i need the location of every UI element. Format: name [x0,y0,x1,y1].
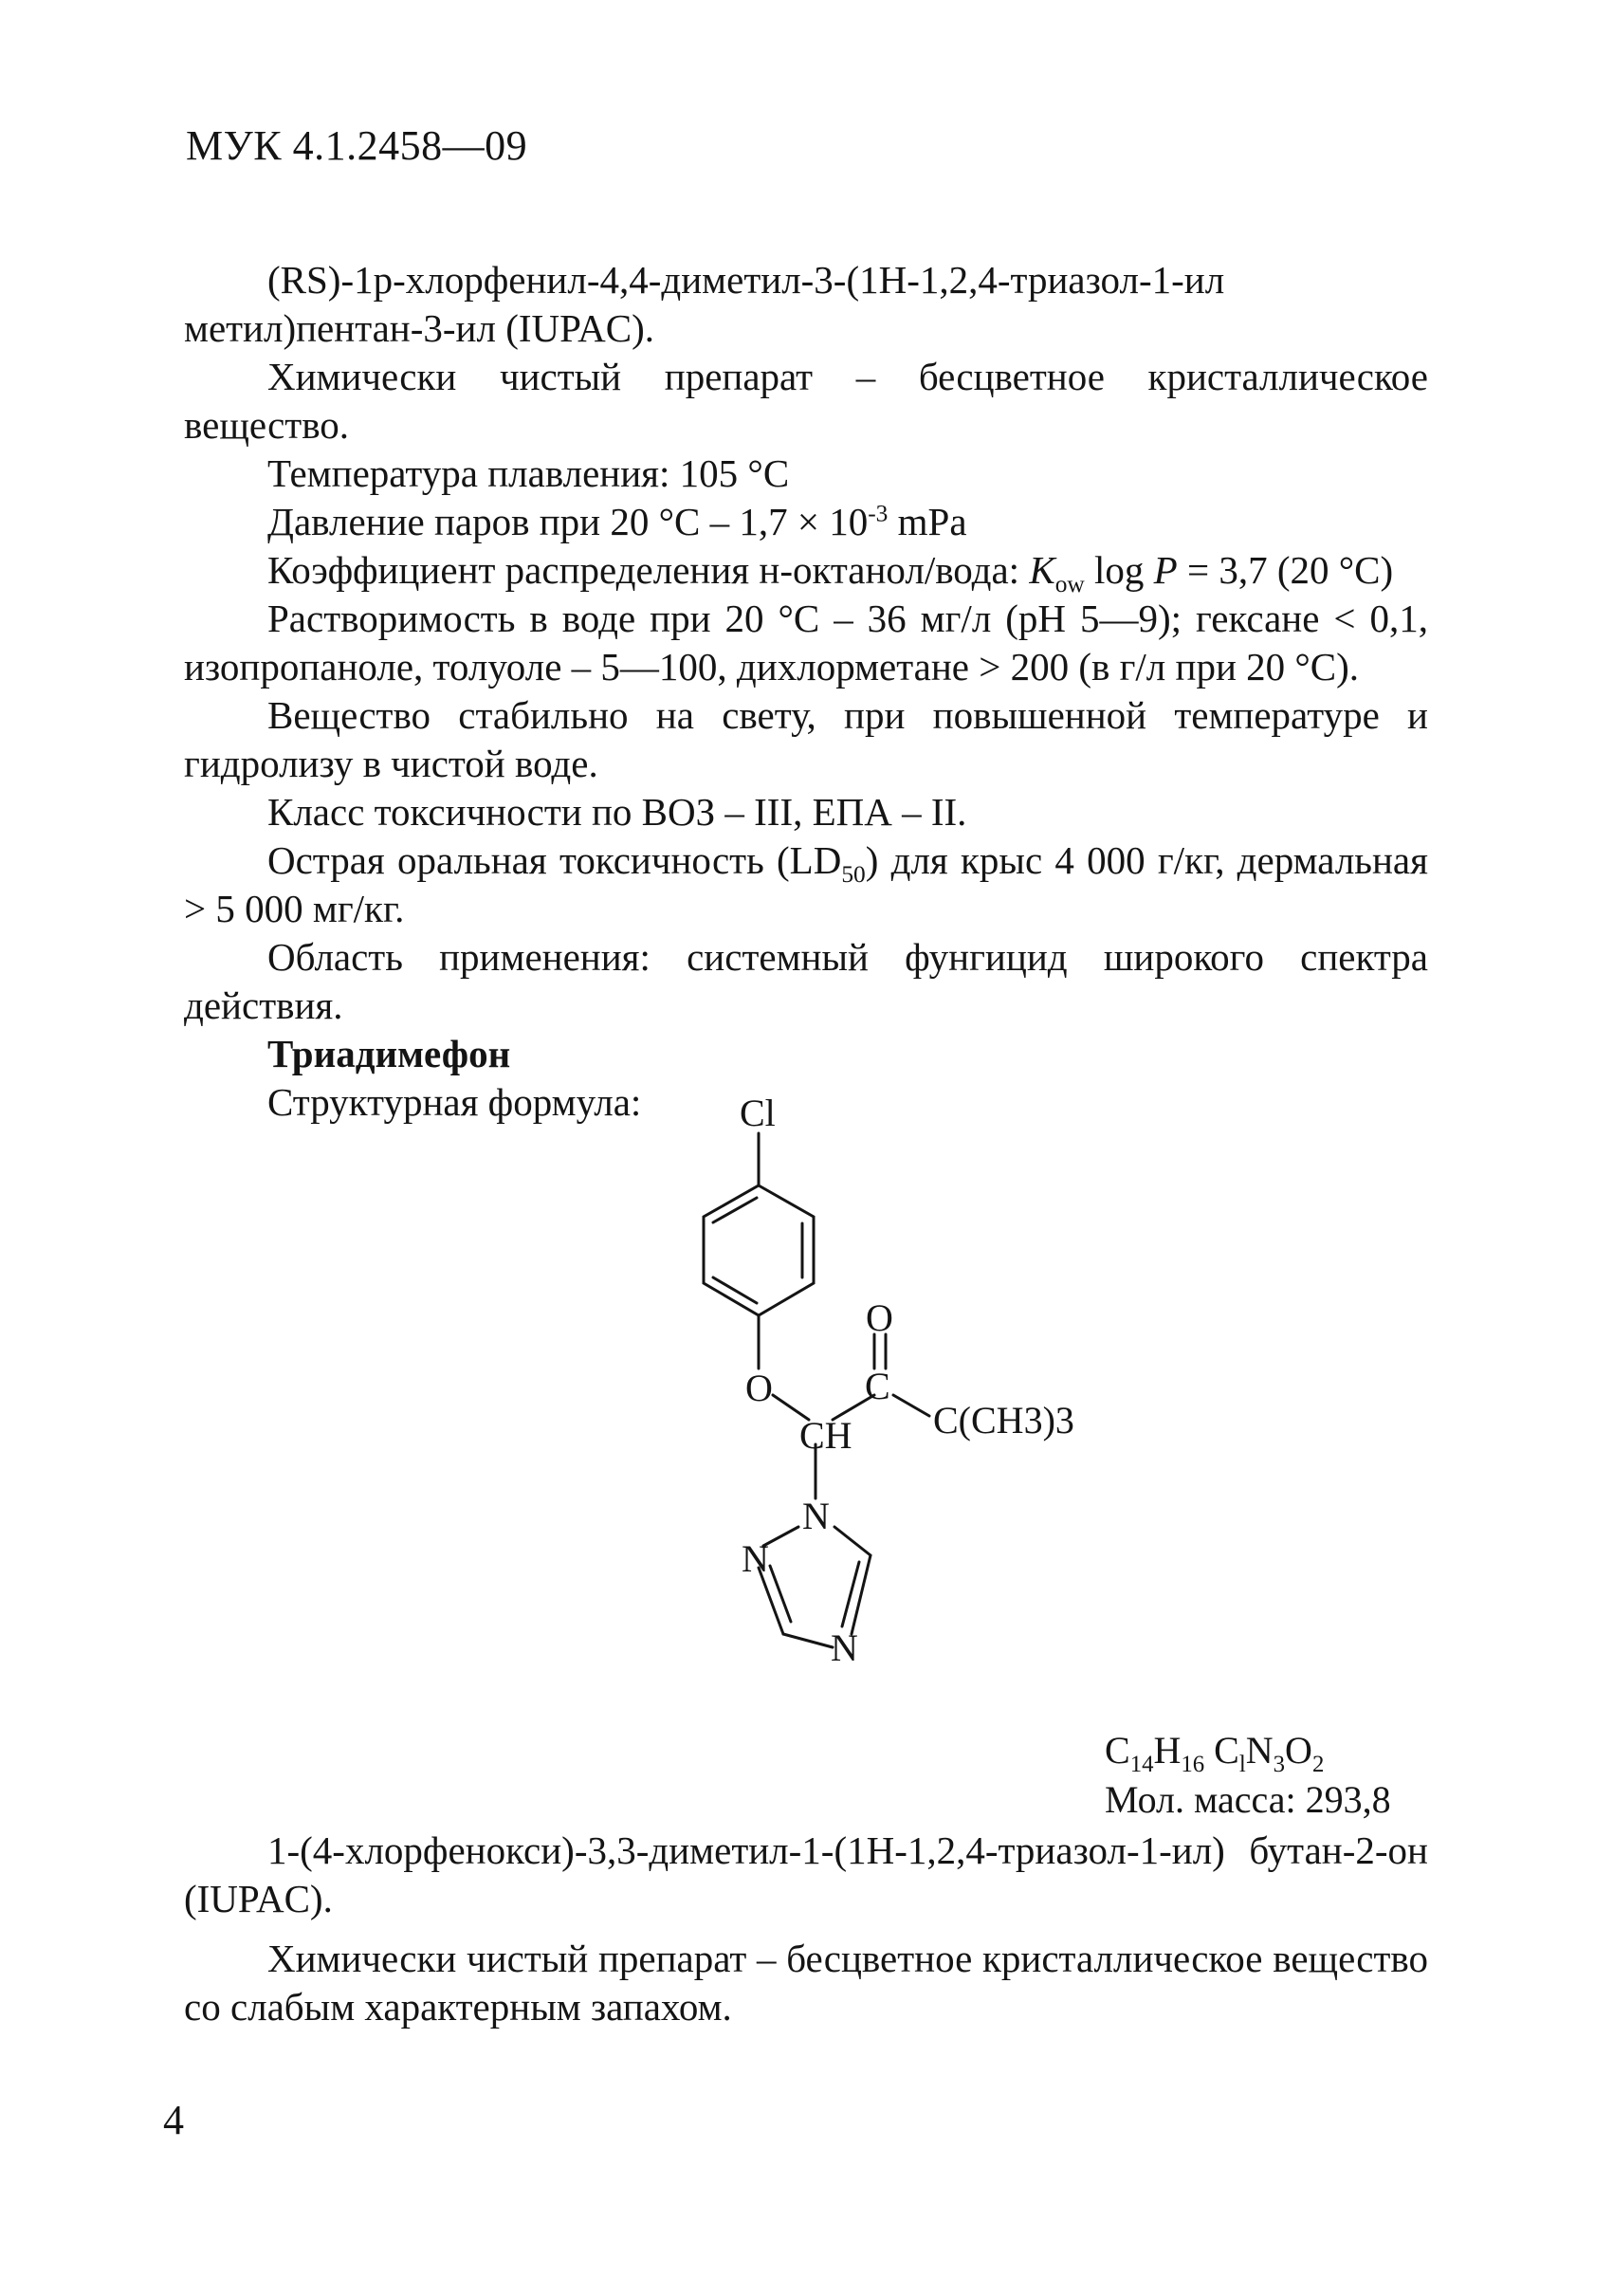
atom-o-carbonyl: O [866,1296,893,1339]
atom-c-carbonyl: C [865,1365,890,1407]
benzene-ring [704,1185,814,1315]
triazole-bond-n2-c3-inner [770,1566,791,1622]
pure-substance-2: Химически чистый препарат – бесцветное кристаллическое вещество со слабым характерным запахом. [184,1937,1428,2029]
structural-formula-label: Структурная формула: [267,1080,642,1124]
atom-n1: N [802,1495,830,1537]
atom-n4: N [831,1626,858,1669]
iupac-name-1: (RS)-1р-хлорфенил-4,4-диметил-3-(1Н-1,2,4-триазол-1-ил метил)пентан-3-ил (IUPAC). [184,258,1225,350]
triazole-bond-c5-n4 [852,1555,871,1634]
benzene-inner-bond-2 [713,1277,757,1303]
application-area: Область применения: системный фунгицид широкого спектра действия. [184,935,1428,1027]
toxicity-class: Класс токсичности по ВОЗ – III, ЕПА – II. [267,790,967,834]
triazole-bond-c3-n4 [783,1634,833,1647]
compound2-title: Триадимефон [267,1032,511,1075]
pure-substance-1: Химически чистый препарат – бесцветное кристаллическое вещество. [184,355,1428,447]
partition-coefficient: Коэффициент распределения н-октанол/вода: $K_{ow}$ log P = 3,7 (20 °С) [267,548,1394,598]
stability: Вещество стабильно на свету, при повышенной температуре и гидролизу в чистой воде. [184,693,1428,785]
compound2-properties [184,1827,1428,2031]
atom-n2: N [742,1537,769,1580]
triazole-bond-n1-c5 [834,1527,871,1555]
molecular-mass: Мол. масса: 293,8 [1105,1778,1391,1821]
group-tbutyl: C(CH3)3 [933,1399,1074,1442]
atom-o-ether: O [745,1367,773,1409]
compound1-properties [184,256,1428,1127]
benzene-inner-bond-3 [713,1198,757,1222]
iupac-name-2: 1-(4-хлорфенокси)-3,3-диметил-1-(1Н-1,2,4-триазол-1-ил) бутан-2-он (IUPAC). [184,1828,1428,1920]
melting-point: Температура плавления: 105 °С [267,451,790,495]
molecular-formula: $C_{14}H_{16}$ $C_lN_3O_2$ [1105,1729,1325,1777]
triadimefon-structure [664,1067,1195,1731]
molecular-formula-block [1105,1726,1391,1825]
acute-toxicity: Острая оральная токсичность $(LD_{50})$ для крыс 4 000 г/кг, дермальная > 5 000 мг/кг. [184,838,1428,930]
solubility: Растворимость в воде при 20 °С – 36 мг/л (рН 5—9); гексане < 0,1, изопропаноле, толуоле – 5—100, дихлорметане > 200 (в г/л при 20 °С). [184,597,1428,689]
vapor-pressure: Давление паров при 20 $^\circ С - 1,7 \times 10^{-3}$ mPa [267,500,967,543]
atom-ch: CH [799,1414,852,1457]
bond-c-tbutyl [893,1395,929,1416]
document-code-header: МУК 4.1.2458—09 [186,122,528,169]
page-number: 4 [163,2097,184,2143]
atom-cl: Cl [740,1092,776,1134]
